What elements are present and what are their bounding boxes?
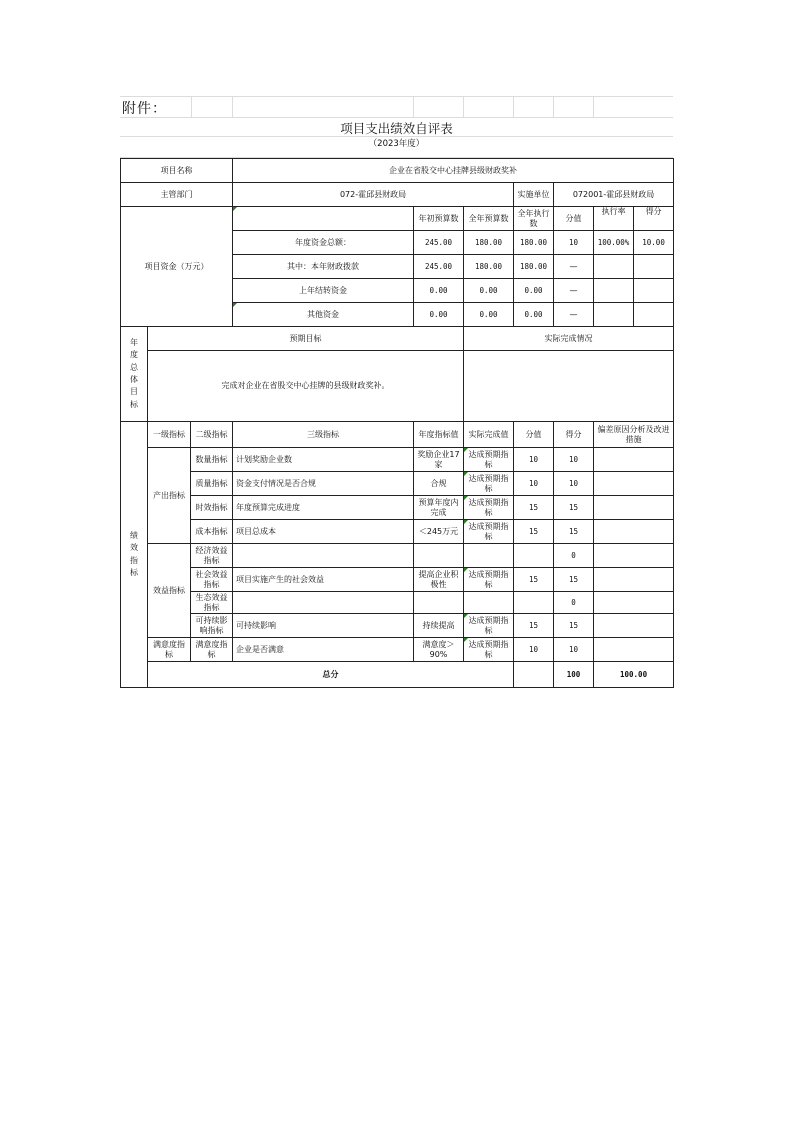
funds-row-label: 上年结转资金 bbox=[233, 279, 414, 303]
funds-header-annual: 全年预算数 bbox=[464, 207, 514, 231]
perf-row bbox=[121, 592, 674, 614]
perf-actual bbox=[464, 544, 514, 568]
funds-row-label: 其他资金 bbox=[233, 303, 414, 327]
funds-row-weight: 10 bbox=[554, 231, 594, 255]
perf-score: 10 bbox=[554, 472, 594, 496]
perf-score: 15 bbox=[554, 614, 594, 638]
funds-row-initial: 245.00 bbox=[414, 231, 464, 255]
funds-header-score: 得分 bbox=[645, 207, 662, 216]
perf-header-level3: 三级指标 bbox=[233, 422, 414, 448]
perf-level3: 项目总成本 bbox=[233, 520, 414, 544]
funds-row-executed: 0.00 bbox=[514, 303, 554, 327]
perf-level3: 资金支付情况是否合规 bbox=[233, 472, 414, 496]
perf-target: 奖励企业17家 bbox=[414, 448, 464, 472]
perf-score: 0 bbox=[554, 544, 594, 568]
perf-weight: 10 bbox=[514, 448, 554, 472]
perf-level2: 成本指标 bbox=[191, 520, 233, 544]
perf-weight: 15 bbox=[514, 496, 554, 520]
perf-note bbox=[594, 638, 674, 662]
perf-level3: 年度预算完成进度 bbox=[233, 496, 414, 520]
funds-row-rate-score bbox=[594, 279, 674, 303]
perf-actual: 达成预期指标 bbox=[464, 520, 514, 544]
perf-score: 10 bbox=[554, 448, 594, 472]
funds-header-weight: 分值 bbox=[554, 207, 594, 231]
perf-actual: 达成预期指标 bbox=[464, 496, 514, 520]
funds-row-rate bbox=[594, 255, 634, 278]
dept-value: 072-霍邱县财政局 bbox=[233, 183, 514, 207]
project-name-value: 企业在省股交中心挂牌县级财政奖补 bbox=[233, 159, 674, 183]
funds-row-rate bbox=[594, 279, 634, 302]
funds-row-executed: 0.00 bbox=[514, 279, 554, 303]
project-name-row bbox=[121, 159, 674, 183]
funds-header-blank bbox=[233, 207, 414, 231]
perf-score: 15 bbox=[554, 520, 594, 544]
perf-header-level1: 一级指标 bbox=[148, 422, 191, 448]
total-score: 100.00 bbox=[594, 662, 674, 688]
funds-row-annual: 180.00 bbox=[464, 255, 514, 279]
perf-level3 bbox=[233, 544, 414, 568]
perf-weight: 15 bbox=[514, 614, 554, 638]
total-weight: 100 bbox=[554, 662, 594, 688]
funds-row-score bbox=[634, 255, 673, 278]
perf-score: 0 bbox=[554, 592, 594, 614]
perf-level2: 质量指标 bbox=[191, 472, 233, 496]
perf-level1-output: 产出指标 bbox=[148, 448, 191, 544]
funds-row-score: 10.00 bbox=[642, 238, 665, 247]
perf-row bbox=[121, 448, 674, 472]
funds-row-executed: 180.00 bbox=[514, 231, 554, 255]
perf-weight: 15 bbox=[514, 568, 554, 592]
funds-row-label: 其中：本年财政拨款 bbox=[233, 255, 414, 279]
perf-actual: 达成预期指标 bbox=[464, 472, 514, 496]
perf-note bbox=[594, 520, 674, 544]
perf-note bbox=[594, 614, 674, 638]
funds-row-annual: 0.00 bbox=[464, 303, 514, 327]
perf-target: 合规 bbox=[414, 472, 464, 496]
perf-target: 持续提高 bbox=[414, 614, 464, 638]
perf-actual bbox=[464, 592, 514, 614]
dept-label: 主管部门 bbox=[121, 183, 233, 207]
perf-score: 15 bbox=[554, 568, 594, 592]
perf-level2: 生态效益指标 bbox=[191, 592, 233, 614]
goals-expected-header: 预期目标 bbox=[148, 327, 464, 351]
perf-label: 绩 效 指 标 bbox=[121, 422, 148, 688]
goals-actual bbox=[464, 351, 674, 422]
funds-header-initial: 年初预算数 bbox=[414, 207, 464, 231]
goals-expected: 完成对企业在省股交中心挂牌的县级财政奖补。 bbox=[148, 351, 464, 422]
perf-weight: 10 bbox=[514, 472, 554, 496]
perf-target: 满意度＞90% bbox=[414, 638, 464, 662]
unit-label: 实施单位 bbox=[514, 183, 554, 207]
perf-header-weight: 分值 bbox=[514, 422, 554, 448]
goals-actual-header: 实际完成情况 bbox=[464, 327, 674, 351]
funds-header-row bbox=[121, 207, 674, 231]
perf-row bbox=[121, 638, 674, 662]
perf-actual: 达成预期指标 bbox=[464, 568, 514, 592]
perf-score: 15 bbox=[554, 496, 594, 520]
total-label: 总分 bbox=[148, 662, 514, 688]
funds-row-weight: — bbox=[554, 303, 594, 327]
perf-header-level2: 二级指标 bbox=[191, 422, 233, 448]
attachment-label: 附件： bbox=[122, 101, 167, 117]
perf-header-note: 偏差原因分析及改进措施 bbox=[594, 422, 674, 448]
funds-label-text: 项目资金（万元） bbox=[144, 261, 209, 271]
perf-target bbox=[414, 592, 464, 614]
perf-note bbox=[594, 544, 674, 568]
funds-header-executed: 全年执行数 bbox=[514, 207, 554, 231]
funds-row-initial: 245.00 bbox=[414, 255, 464, 279]
perf-level2: 时效指标 bbox=[191, 496, 233, 520]
funds-row-rate-score bbox=[594, 303, 674, 327]
perf-target: 预算年度内完成 bbox=[414, 496, 464, 520]
page-subtitle: （2023年度） bbox=[368, 139, 425, 149]
project-name-label: 项目名称 bbox=[121, 159, 233, 183]
perf-actual: 达成预期指标 bbox=[464, 448, 514, 472]
perf-level3: 项目实施产生的社会效益 bbox=[233, 568, 414, 592]
perf-level3: 企业是否满意 bbox=[233, 638, 414, 662]
perf-level2: 可持续影响指标 bbox=[191, 614, 233, 638]
perf-note bbox=[594, 568, 674, 592]
perf-actual: 达成预期指标 bbox=[464, 638, 514, 662]
funds-label bbox=[121, 207, 233, 327]
funds-row-rate-score bbox=[594, 255, 674, 279]
funds-row-rate-score bbox=[594, 231, 674, 255]
perf-header-row bbox=[121, 422, 674, 448]
funds-row-initial: 0.00 bbox=[414, 303, 464, 327]
perf-header-actual: 实际完成值 bbox=[464, 422, 514, 448]
perf-weight bbox=[514, 544, 554, 568]
funds-row-score bbox=[634, 279, 673, 302]
perf-level3 bbox=[233, 592, 414, 614]
perf-level2: 数量指标 bbox=[191, 448, 233, 472]
perf-level3: 可持续影响 bbox=[233, 614, 414, 638]
funds-row-annual: 180.00 bbox=[464, 231, 514, 255]
funds-row-score bbox=[634, 303, 673, 326]
perf-weight bbox=[514, 592, 554, 614]
perf-row bbox=[121, 496, 674, 520]
goals-label: 年 度 总 体 目 标 bbox=[121, 327, 148, 422]
funds-row-initial: 0.00 bbox=[414, 279, 464, 303]
page-title: 项目支出绩效自评表 bbox=[340, 121, 453, 136]
funds-row-weight: — bbox=[554, 279, 594, 303]
perf-level2: 经济效益指标 bbox=[191, 544, 233, 568]
perf-note bbox=[594, 592, 674, 614]
perf-row bbox=[121, 568, 674, 592]
funds-row-weight: — bbox=[554, 255, 594, 279]
perf-level1-benefit: 效益指标 bbox=[148, 544, 191, 638]
perf-note bbox=[594, 496, 674, 520]
department-row bbox=[121, 183, 674, 207]
perf-weight: 15 bbox=[514, 520, 554, 544]
perf-target: 提高企业积极性 bbox=[414, 568, 464, 592]
unit-value: 072001-霍邱县财政局 bbox=[554, 183, 674, 207]
perf-level1-satisfaction: 满意度指标 bbox=[148, 638, 191, 662]
perf-weight: 10 bbox=[514, 638, 554, 662]
perf-note bbox=[594, 448, 674, 472]
perf-row bbox=[121, 472, 674, 496]
total-blank bbox=[514, 662, 554, 688]
perf-header-target: 年度指标值 bbox=[414, 422, 464, 448]
funds-row-annual: 0.00 bbox=[464, 279, 514, 303]
perf-row bbox=[121, 520, 674, 544]
perf-row bbox=[121, 544, 674, 568]
funds-row-rate: 100.00% bbox=[594, 231, 634, 254]
perf-row bbox=[121, 614, 674, 638]
perf-level2: 满意度指标 bbox=[191, 638, 233, 662]
evaluation-table bbox=[120, 158, 674, 688]
perf-level2: 社会效益指标 bbox=[191, 568, 233, 592]
funds-row-executed: 180.00 bbox=[514, 255, 554, 279]
perf-level3: 计划奖励企业数 bbox=[233, 448, 414, 472]
perf-target: ＜245万元 bbox=[414, 520, 464, 544]
perf-note bbox=[594, 472, 674, 496]
goals-content-row bbox=[121, 351, 674, 422]
funds-header-rate: 执行率 bbox=[594, 207, 634, 230]
perf-score: 10 bbox=[554, 638, 594, 662]
total-row bbox=[121, 662, 674, 688]
perf-target bbox=[414, 544, 464, 568]
perf-actual: 达成预期指标 bbox=[464, 614, 514, 638]
goals-header-row bbox=[121, 327, 674, 351]
funds-row-rate bbox=[594, 303, 634, 326]
perf-header-score: 得分 bbox=[554, 422, 594, 448]
funds-header-rate-score bbox=[594, 207, 674, 231]
funds-row-label: 年度资金总额： bbox=[233, 231, 414, 255]
